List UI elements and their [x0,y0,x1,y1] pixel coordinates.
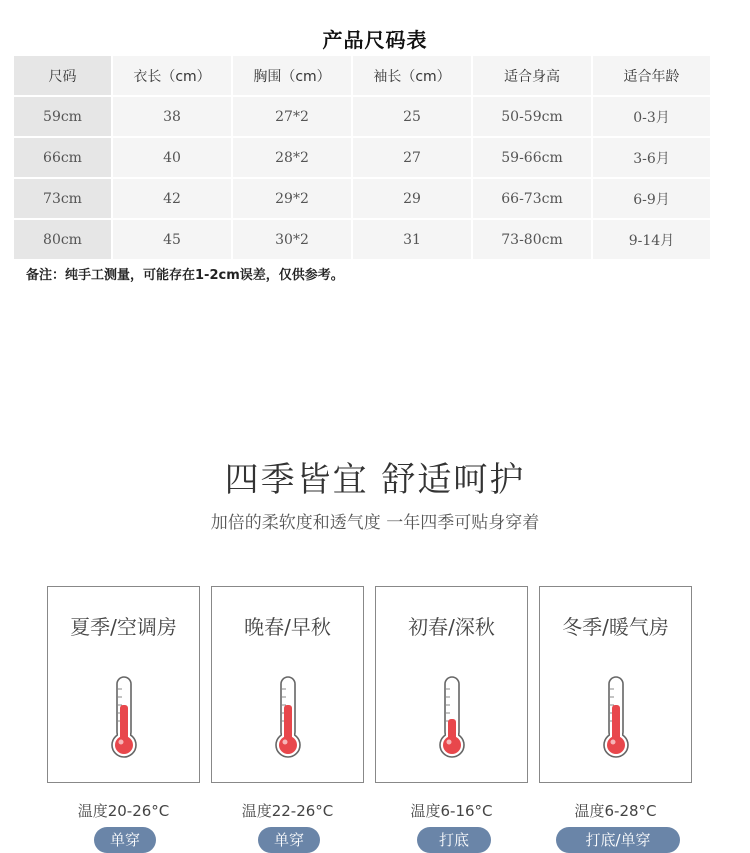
season-title: 四季皆宜 舒适呵护 [224,460,526,500]
cell-height: 73-80cm [473,220,593,261]
cell-age: 9-14月 [593,220,712,261]
season-card-label: 晚春/早秋 [244,615,331,639]
size-chart-title: 产品尺码表 [322,28,428,52]
cell-height: 66-73cm [473,179,593,220]
cell-sleeve: 25 [353,97,473,138]
table-row [14,179,712,220]
cell-chest: 27*2 [233,97,353,138]
season-card-late-spring [211,586,364,783]
cell-sleeve: 29 [353,179,473,220]
cell-size: 66cm [14,138,113,179]
season-subtitle: 加倍的柔软度和透气度 一年四季可贴身穿着 [210,513,540,533]
thermometer-icon [109,675,139,759]
header-size: 尺码 [14,56,113,97]
cell-height: 59-66cm [473,138,593,179]
wear-tag: 打底 [417,827,491,853]
header-age: 适合年龄 [593,56,712,97]
cell-age: 3-6月 [593,138,712,179]
season-card-winter [539,586,692,783]
cell-age: 6-9月 [593,179,712,220]
header-sleeve: 袖长（cm） [353,56,473,97]
temperature-range: 温度6-16°C [410,802,493,820]
wear-tag: 单穿 [94,827,156,853]
cell-age: 0-3月 [593,97,712,138]
cell-chest: 29*2 [233,179,353,220]
cell-length: 45 [113,220,233,261]
cell-chest: 28*2 [233,138,353,179]
table-row [14,97,712,138]
season-card-summer [47,586,200,783]
table-row [14,220,712,261]
thermometer-icon [601,675,631,759]
header-length: 衣长（cm） [113,56,233,97]
thermometer-icon [437,675,467,759]
temperature-range: 温度6-28°C [574,802,657,820]
season-card-label: 夏季/空调房 [70,615,177,639]
cell-sleeve: 27 [353,138,473,179]
season-card-label: 冬季/暖气房 [562,615,669,639]
temperature-range: 温度20-26°C [77,802,170,820]
wear-tag: 单穿 [258,827,320,853]
temperature-range: 温度22-26°C [241,802,334,820]
table-row [14,138,712,179]
cell-height: 50-59cm [473,97,593,138]
cell-size: 80cm [14,220,113,261]
header-chest: 胸围（cm） [233,56,353,97]
cell-length: 42 [113,179,233,220]
cell-chest: 30*2 [233,220,353,261]
size-chart-table [14,56,712,261]
season-card-early-spring [375,586,528,783]
cell-length: 38 [113,97,233,138]
season-card-label: 初春/深秋 [408,615,495,639]
thermometer-icon [273,675,303,759]
header-height: 适合身高 [473,56,593,97]
cell-size: 73cm [14,179,113,220]
measurement-note: 备注：纯手工测量，可能存在1-2cm误差，仅供参考。 [26,268,344,283]
wear-tag: 打底/单穿 [556,827,680,853]
table-header-row [14,56,712,97]
cell-size: 59cm [14,97,113,138]
cell-sleeve: 31 [353,220,473,261]
cell-length: 40 [113,138,233,179]
